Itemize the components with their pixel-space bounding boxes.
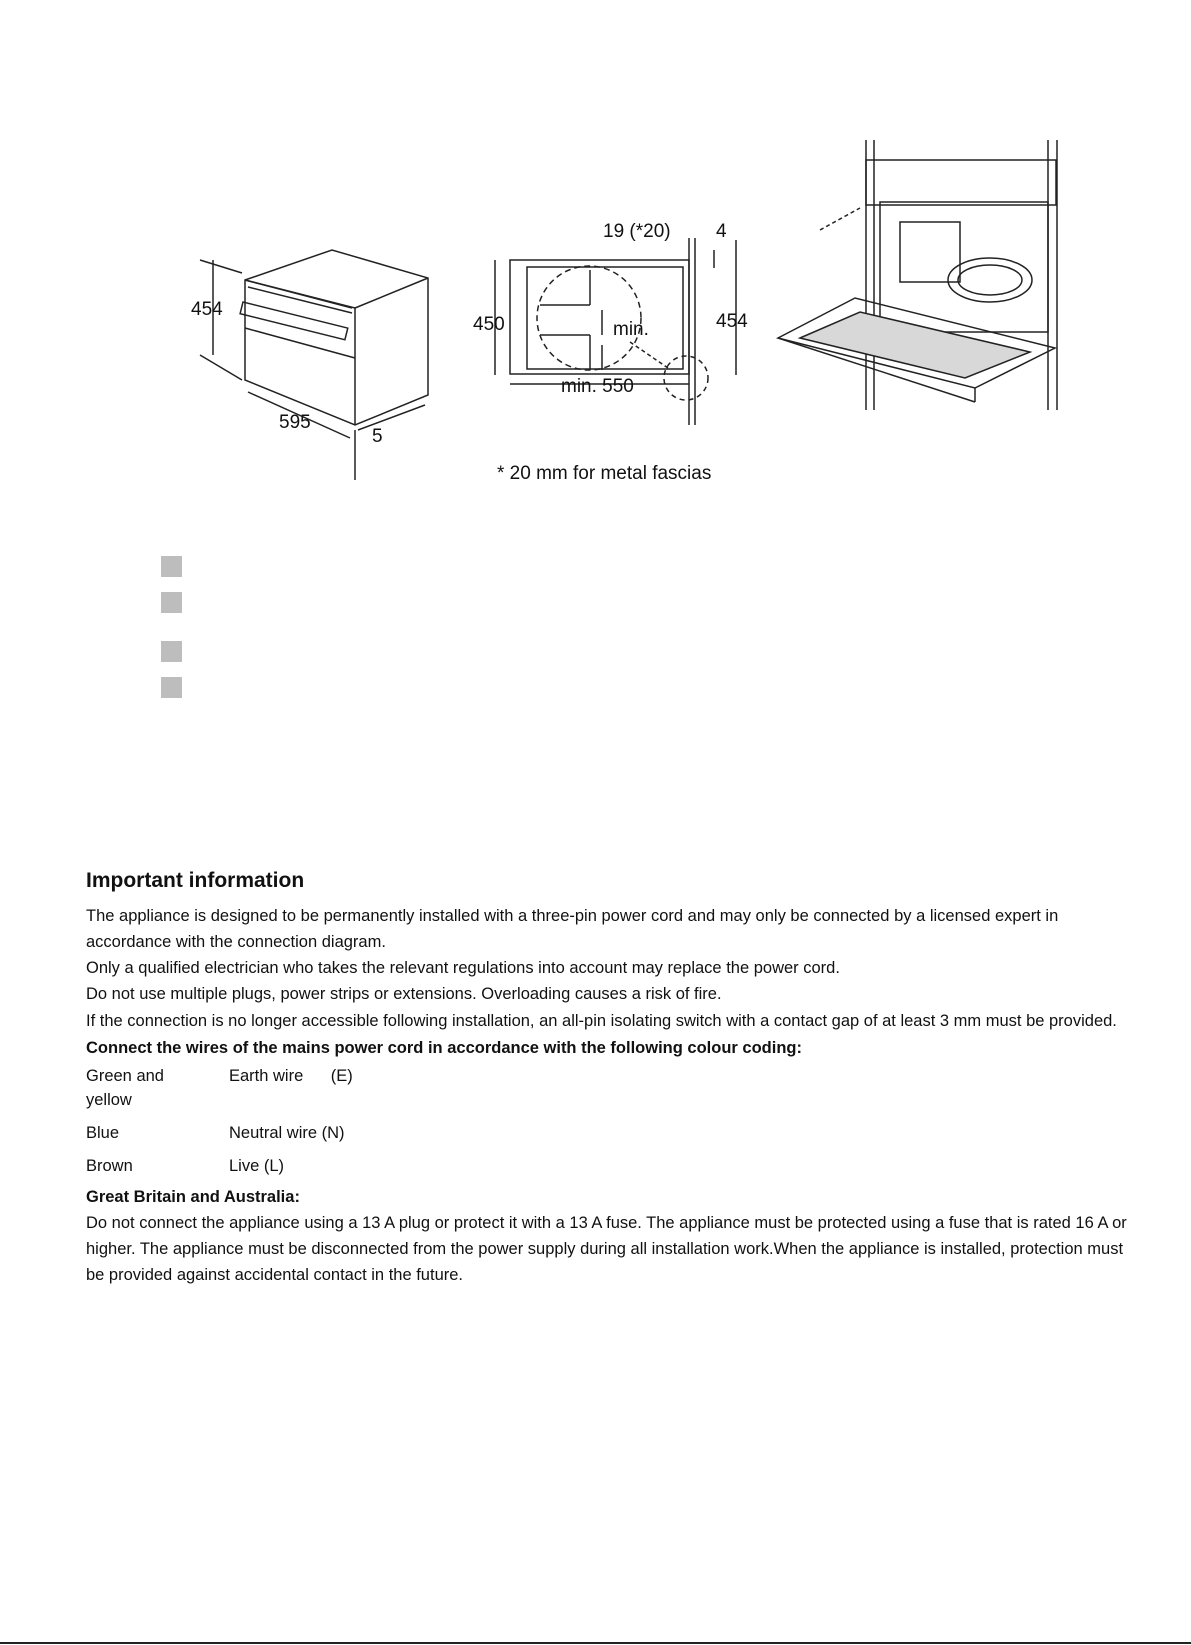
niche-top-gap-label: 19 (*20)	[603, 221, 671, 242]
wire-row	[86, 1064, 353, 1112]
wire-row	[86, 1145, 353, 1178]
niche-side-gap-label: 4	[716, 221, 727, 242]
wire-colour-table	[86, 1064, 353, 1178]
installation-diagrams	[0, 130, 1191, 500]
wire-colour: Brown	[86, 1157, 133, 1175]
gb-australia-text: Do not connect the appliance using a 13 A plug or protect it with a 13 A fuse. The appliance must be protected using a fuse that is rated 16 A or higher. The appliance must be disconnected from the power supply during all installation work.When the appliance is installed, protection must be provided against accidental contact in the future.	[86, 1214, 1127, 1284]
paragraph-multiple-plugs: Do not use multiple plugs, power strips or extensions. Overloading causes a risk of fire.	[86, 985, 722, 1003]
wire-type: Earth wire (E)	[229, 1067, 353, 1085]
detail-min-label: min.	[613, 319, 649, 340]
wire-type: Live (L)	[229, 1157, 285, 1175]
footnote: * 20 mm for metal fascias	[497, 463, 712, 484]
paragraph-installation: The appliance is designed to be permanently installed with a three-pin power cord and may only be connected by a licensed expert in accordance with the connection diagram.	[86, 907, 1059, 951]
niche-height-label: 450	[473, 314, 505, 335]
niche-right-height-label: 454	[716, 311, 748, 332]
page-bottom-rule	[0, 1642, 1191, 1644]
oven-width-label: 595	[279, 412, 311, 433]
paragraph-power-cord: Only a qualified electrician who takes the relevant regulations into account may replace the power cord.	[86, 959, 840, 977]
oven-drawing	[200, 250, 428, 480]
gb-australia-heading: Great Britain and Australia:	[86, 1188, 300, 1206]
bullet-square-4	[161, 677, 182, 698]
wire-row	[86, 1112, 353, 1145]
wire-colour: Green and yellow	[86, 1067, 164, 1109]
dimension-drawings	[0, 130, 1191, 500]
wires-heading: Connect the wires of the mains power cord in accordance with the following colour coding:	[86, 1039, 802, 1057]
bullet-square-3	[161, 641, 182, 662]
section-heading: Important information	[86, 869, 305, 892]
paragraph-isolating-switch: If the connection is no longer accessible following installation, an all-pin isolating switch with a contact gap of at least 3 mm must be provided.	[86, 1012, 1117, 1030]
niche-depth-label: min. 550	[561, 376, 634, 397]
bullet-square-2	[161, 592, 182, 613]
important-information-section	[83, 867, 1143, 1288]
wire-colour: Blue	[86, 1124, 120, 1142]
oven-offset-label: 5	[372, 426, 383, 447]
oven-height-label: 454	[191, 299, 223, 320]
bullet-square-1	[161, 556, 182, 577]
wire-type: Neutral wire (N)	[229, 1124, 345, 1142]
installed-appliance-drawing	[778, 140, 1057, 410]
